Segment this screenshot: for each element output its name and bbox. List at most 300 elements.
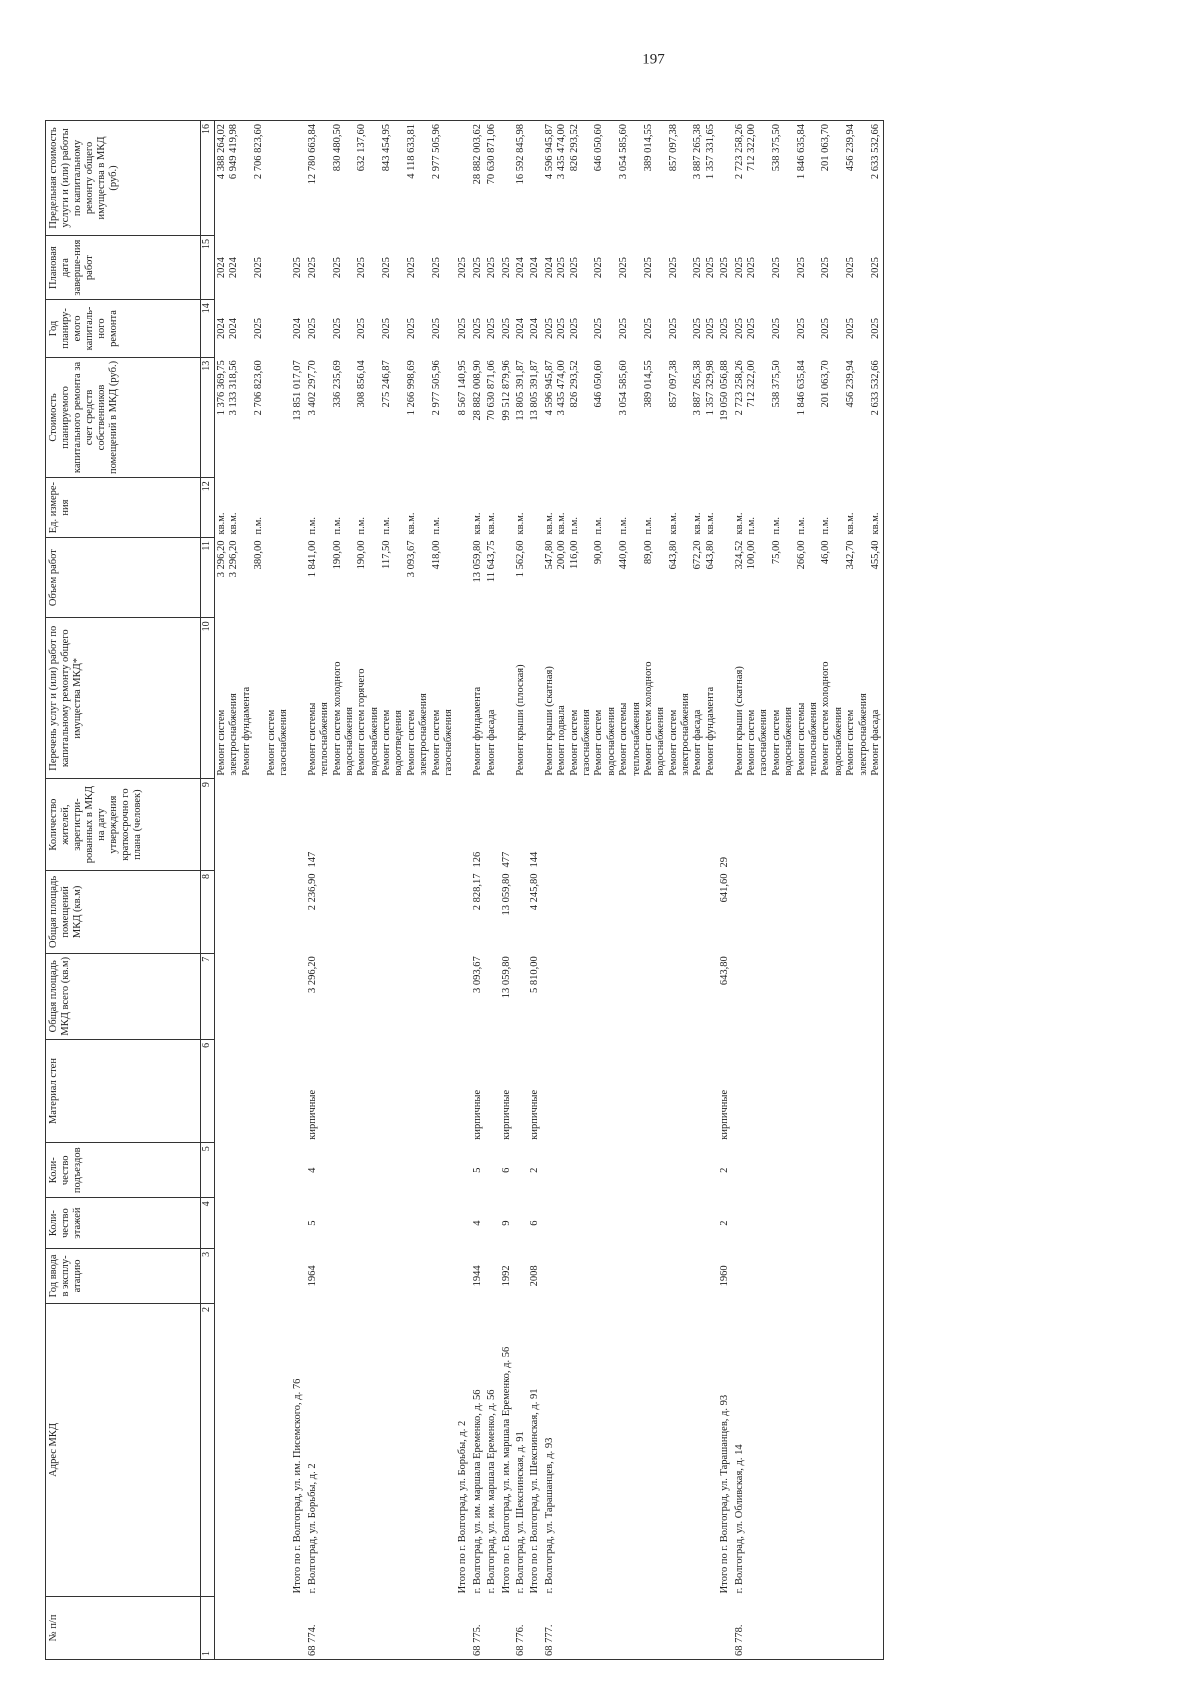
plan-year: 2025	[457, 317, 469, 339]
end-year	[858, 238, 870, 296]
rooms-area	[514, 871, 528, 954]
volume-cell	[471, 537, 485, 617]
cost	[241, 360, 253, 475]
plan-year: 2024	[529, 317, 541, 339]
end-year	[581, 238, 593, 296]
cost: 8 567 140,95	[457, 360, 469, 416]
end-year: 2025	[568, 257, 580, 279]
plan-year	[833, 303, 845, 354]
limit-cost: 826 293,52	[568, 124, 580, 172]
cost: 1 266 998,69	[405, 360, 417, 416]
unit-cell	[306, 478, 457, 538]
limit-cost: 201 063,70	[820, 124, 832, 172]
work-item: электроснабжения	[857, 693, 869, 776]
header-row	[46, 121, 201, 1660]
work-item: Ремонт фасада	[692, 709, 704, 776]
plan-year: 2025	[381, 317, 393, 339]
year-built	[291, 1248, 305, 1303]
unit: кв.м.	[405, 512, 417, 535]
wall-material	[456, 1039, 470, 1142]
total-area	[543, 953, 718, 1039]
end-year: 2025	[704, 257, 716, 279]
volume: 75,00	[770, 540, 782, 565]
row-number	[215, 1596, 292, 1659]
plan-year: 2025	[719, 317, 731, 339]
header-cell-13: Стоимость планируемого капитального ремонта за счет средств собственников помещений в МКД (руб.)	[46, 357, 201, 478]
unit-cell	[528, 478, 542, 538]
rooms-area	[485, 871, 499, 954]
plan-year: 2025	[556, 317, 568, 339]
cost: 3 887 265,38	[692, 360, 704, 416]
year-built	[733, 1248, 884, 1303]
row-number	[718, 1596, 732, 1659]
plan-year: 2025	[356, 317, 368, 339]
cost	[833, 360, 845, 475]
plan-year: 2025	[795, 317, 807, 339]
column-number-9: 9	[201, 779, 215, 871]
end-year	[344, 238, 356, 296]
work-item: водоснабжения	[343, 707, 355, 776]
volume	[418, 540, 430, 614]
total-area	[514, 953, 528, 1039]
address: Итого по г. Волгоград, ул. им. маршала Еременко, д. 56	[500, 1346, 512, 1594]
wall-material	[291, 1039, 305, 1142]
entrances	[543, 1143, 718, 1198]
end-year: 2025	[692, 257, 704, 279]
volume-cell	[528, 537, 542, 617]
work-item: Ремонт систем холодного	[642, 661, 654, 776]
limit-cost-cell	[456, 121, 470, 236]
end-year-cell	[471, 235, 485, 299]
table-row	[291, 121, 305, 1660]
cost	[369, 360, 381, 475]
cost-cell	[215, 357, 292, 478]
table-row	[215, 121, 292, 1660]
unit	[631, 481, 643, 535]
limit-cost: 2 977 505,96	[430, 124, 442, 180]
volume: 324,52	[733, 540, 745, 570]
column-number-3: 3	[201, 1248, 215, 1303]
address: Итого по г. Волгоград, ул. Борьбы, д. 2	[457, 1420, 469, 1594]
work-item: водоснабжения	[605, 707, 617, 776]
unit	[241, 481, 253, 535]
row-number: 68 778.	[733, 1596, 884, 1659]
limit-cost: 4 388 264,02	[216, 124, 227, 180]
header-cell-15: Плановая дата заверше-ния работ	[46, 235, 201, 299]
wall-material	[514, 1039, 528, 1142]
cost-cell	[485, 357, 499, 478]
end-year-cell	[528, 235, 542, 299]
limit-cost: 28 882 003,62	[471, 124, 483, 185]
year-built: 1944	[471, 1265, 483, 1287]
volume: 643,80	[667, 540, 679, 570]
cost: 646 050,60	[593, 360, 605, 408]
work-item: Ремонт систем	[667, 709, 679, 776]
plan-year: 2025	[430, 317, 442, 339]
work-item-cell	[485, 618, 499, 779]
unit-cell	[291, 478, 305, 538]
plan-year-cell	[500, 300, 514, 357]
volume: 3 093,67	[405, 540, 417, 578]
plan-year-cell	[215, 300, 292, 357]
residents	[456, 779, 470, 871]
volume	[344, 540, 356, 614]
work-item: Ремонт систем	[593, 709, 605, 776]
work-item: Ремонт системы	[618, 702, 630, 776]
unit	[418, 481, 430, 535]
volume: 266,00	[795, 540, 807, 570]
header-cell-9: Количество жителей, зарегистри-рованных в МКД на дату утверждения краткосрочно го плана (человек)	[46, 779, 201, 871]
plan-year-cell	[514, 300, 528, 357]
cost: 3 054 585,60	[618, 360, 630, 416]
plan-year: 2025	[845, 317, 857, 339]
cost	[858, 360, 870, 475]
limit-cost	[241, 124, 253, 232]
end-year	[369, 238, 381, 296]
end-year: 2025	[667, 257, 679, 279]
plan-year	[369, 303, 381, 354]
floors	[456, 1198, 470, 1249]
unit: кв.м.	[216, 512, 227, 535]
unit: кв.м.	[667, 512, 679, 535]
end-year: 2025	[869, 257, 881, 279]
header-cell-8: Общая площадь помещений МКД (кв.м)	[46, 871, 201, 954]
address	[215, 1303, 292, 1596]
unit: п.м.	[795, 516, 807, 535]
unit	[783, 481, 795, 535]
work-item: Ремонт системы	[306, 702, 318, 776]
volume: 1 841,00	[306, 540, 318, 578]
volume: 89,00	[642, 540, 654, 565]
plan-year-cell	[306, 300, 457, 357]
end-year-cell	[306, 235, 457, 299]
plan-year-cell	[718, 300, 732, 357]
floors	[215, 1198, 292, 1249]
unit: п.м.	[746, 516, 758, 535]
cost: 1 376 369,75	[216, 360, 227, 416]
work-item-cell	[733, 618, 884, 779]
work-item: Ремонт систем	[405, 709, 417, 776]
unit	[393, 481, 405, 535]
unit	[680, 481, 692, 535]
plan-year: 2025	[770, 317, 782, 339]
plan-year: 2024	[292, 317, 304, 339]
end-year	[680, 238, 692, 296]
volume	[655, 540, 667, 614]
limit-cost: 70 630 871,06	[486, 124, 498, 185]
limit-cost	[319, 124, 331, 232]
cost	[758, 360, 770, 475]
entrances: 2	[529, 1167, 541, 1173]
unit: кв.м.	[228, 512, 240, 535]
residents: 29	[719, 857, 731, 868]
total-area: 5 810,00	[529, 956, 541, 993]
work-item: Ремонт систем холодного	[820, 661, 832, 776]
unit	[758, 481, 770, 535]
work-item: Ремонт систем	[746, 709, 758, 776]
end-year	[606, 238, 618, 296]
work-item-cell	[456, 618, 470, 779]
work-item: Ремонт систем	[845, 709, 857, 776]
column-number-8: 8	[201, 871, 215, 954]
limit-cost: 843 454,95	[381, 124, 393, 172]
cost-cell	[733, 357, 884, 478]
address: г. Волгоград, ул. им. маршала Еременко, д. 56	[471, 1389, 483, 1594]
table-row	[733, 121, 884, 1660]
residents	[485, 779, 499, 871]
limit-cost: 456 239,94	[845, 124, 857, 172]
work-item-cell	[291, 618, 305, 779]
address: Итого по г. Волгоград, ул. Шекснинская, д. 91	[529, 1388, 541, 1594]
work-item: газоснабжения	[580, 709, 592, 776]
wall-material: кирпичные	[471, 1089, 483, 1140]
work-item: электроснабжения	[228, 693, 240, 776]
total-area: 3 093,67	[471, 956, 483, 993]
unit: кв.м.	[869, 512, 881, 535]
end-year: 2025	[820, 257, 832, 279]
limit-cost: 389 014,55	[642, 124, 654, 172]
cost: 13 851 017,07	[292, 360, 304, 421]
limit-cost: 2 723 258,26	[733, 124, 745, 180]
plan-year: 2025	[820, 317, 832, 339]
volume-cell	[733, 537, 884, 617]
limit-cost	[808, 124, 820, 232]
address: г. Волгоград, ул. Обливская, д. 14	[733, 1303, 884, 1596]
plan-year: 2024	[228, 317, 240, 339]
limit-cost	[344, 124, 356, 232]
residents	[291, 779, 305, 871]
plan-year: 2025	[704, 317, 716, 339]
row-number	[485, 1596, 499, 1659]
work-item: Ремонт фундамента	[704, 686, 716, 776]
end-year	[783, 238, 795, 296]
work-item: Ремонт крыши (скатная)	[543, 666, 555, 776]
limit-cost	[858, 124, 870, 232]
total-area	[291, 953, 305, 1039]
plan-year-cell	[456, 300, 470, 357]
row-number: 68 774.	[306, 1596, 457, 1659]
cost: 99 512 879,96	[500, 360, 512, 421]
cost: 4 596 945,87	[543, 360, 555, 416]
end-year: 2025	[746, 257, 758, 279]
total-area	[485, 953, 499, 1039]
column-number-11: 11	[201, 537, 215, 617]
address: Итого по г. Волгоград, ул. Тарашанцев, д. 93	[719, 1394, 731, 1594]
plan-year-cell	[485, 300, 499, 357]
end-year: 2025	[253, 257, 265, 279]
floors	[291, 1198, 305, 1249]
end-year	[631, 238, 643, 296]
end-year: 2025	[430, 257, 442, 279]
unit	[858, 481, 870, 535]
volume: 46,00	[820, 540, 832, 565]
limit-cost: 12 780 663,84	[306, 124, 318, 185]
work-item-cell	[500, 618, 514, 779]
unit: п.м.	[356, 516, 368, 535]
header-cell-2: Адрес МКД	[46, 1303, 201, 1596]
limit-cost: 857 097,38	[667, 124, 679, 172]
volume: 455,40	[869, 540, 881, 570]
column-number-1: 1	[201, 1596, 215, 1659]
unit: п.м.	[331, 516, 343, 535]
work-item-cell	[306, 618, 457, 779]
limit-cost: 4 118 633,81	[405, 124, 417, 179]
residents: 477	[500, 851, 512, 868]
unit: кв.м.	[486, 512, 498, 535]
unit: п.м.	[593, 516, 605, 535]
cost: 857 097,38	[667, 360, 679, 408]
limit-cost	[369, 124, 381, 232]
cost: 2 706 823,60	[253, 360, 265, 416]
total-area: 13 059,80	[500, 956, 512, 999]
cost: 201 063,70	[820, 360, 832, 408]
end-year: 2025	[500, 257, 512, 279]
table-row	[543, 121, 718, 1660]
cost: 308 856,04	[356, 360, 368, 408]
limit-cost	[581, 124, 593, 232]
unit	[808, 481, 820, 535]
address: г. Волгоград, ул. им. маршала Еременко, д. 56	[486, 1389, 498, 1594]
volume: 1 562,60	[514, 540, 526, 578]
row-number: 68 775.	[471, 1596, 485, 1659]
end-year-cell	[485, 235, 499, 299]
cost	[418, 360, 430, 475]
plan-year: 2025	[869, 317, 881, 339]
plan-year: 2025	[486, 317, 498, 339]
work-item: электроснабжения	[680, 693, 692, 776]
work-item: Ремонт систем	[568, 709, 580, 776]
end-year	[393, 238, 405, 296]
plan-year: 2025	[733, 317, 745, 339]
plan-year	[581, 303, 593, 354]
year-built: 1964	[306, 1265, 318, 1287]
volume: 190,00	[356, 540, 368, 570]
residents: 147	[306, 851, 318, 868]
unit	[581, 481, 593, 535]
plan-year	[783, 303, 795, 354]
work-item-cell	[471, 618, 485, 779]
work-item: Ремонт фундамента	[240, 686, 252, 776]
cost: 3 133 318,56	[228, 360, 240, 416]
header-cell-14: Год планиру-емого капиталь-ного ремонта	[46, 300, 201, 357]
address: г. Волгоград, ул. Борьбы, д. 2	[306, 1463, 318, 1594]
volume	[808, 540, 820, 614]
cost: 19 050 056,88	[719, 360, 731, 421]
end-year: 2025	[556, 257, 568, 279]
table-row	[471, 121, 485, 1660]
end-year-cell	[215, 235, 292, 299]
plan-year	[606, 303, 618, 354]
work-item: Ремонт систем горячего	[356, 668, 368, 776]
cost: 2 723 258,26	[733, 360, 745, 416]
plan-year: 2025	[500, 317, 512, 339]
row-number: 68 776.	[514, 1596, 528, 1659]
volume: 342,70	[845, 540, 857, 570]
plan-year: 2025	[253, 317, 265, 339]
end-year	[319, 238, 331, 296]
end-year: 2025	[642, 257, 654, 279]
table-row	[456, 121, 470, 1660]
unit: п.м.	[253, 516, 265, 535]
limit-cost: 3 054 585,60	[618, 124, 630, 180]
end-year	[241, 238, 253, 296]
header-cell-10: Перечень услуг и (или) работ по капитальному ремонту общего имущества МКД*	[46, 618, 201, 779]
cost: 1 357 329,98	[704, 360, 716, 416]
cost: 1 846 635,84	[795, 360, 807, 416]
floors: 4	[471, 1220, 483, 1226]
residents: 144	[529, 851, 541, 868]
rooms-area: 2 828,17	[471, 873, 483, 911]
cost: 538 375,50	[770, 360, 782, 408]
rooms-area	[215, 871, 292, 954]
volume: 440,00	[618, 540, 630, 570]
cost	[581, 360, 593, 475]
floors: 5	[306, 1220, 318, 1226]
volume	[833, 540, 845, 614]
volume	[369, 540, 381, 614]
limit-cost-cell	[718, 121, 732, 236]
volume-cell	[291, 537, 305, 617]
unit: кв.м.	[704, 512, 716, 535]
volume	[581, 540, 593, 614]
volume: 117,50	[381, 540, 393, 569]
end-year: 2025	[306, 257, 318, 279]
end-year: 2024	[543, 257, 555, 279]
work-item: водоснабжения	[655, 707, 667, 776]
cost: 389 014,55	[642, 360, 654, 408]
work-item: Ремонт фасада	[486, 709, 498, 776]
wall-material	[485, 1039, 499, 1142]
column-number-6: 6	[201, 1039, 215, 1142]
column-number-5: 5	[201, 1143, 215, 1198]
volume-cell	[514, 537, 528, 617]
work-item: водоснабжения	[783, 707, 795, 776]
limit-cost: 2 706 823,60	[253, 124, 265, 180]
cost-cell	[471, 357, 485, 478]
column-number-14: 14	[201, 300, 215, 357]
end-year: 2024	[228, 257, 240, 279]
limit-cost-cell	[485, 121, 499, 236]
plan-year	[344, 303, 356, 354]
cost: 3 435 474,00	[556, 360, 568, 416]
cost-cell	[291, 357, 305, 478]
entrances	[456, 1143, 470, 1198]
plan-year-cell	[471, 300, 485, 357]
limit-cost: 6 949 419,98	[228, 124, 240, 180]
residents: 126	[471, 851, 483, 868]
volume: 643,80	[704, 540, 716, 570]
address: г. Волгоград, ул. Шекснинская, д. 91	[514, 1431, 526, 1594]
volume	[319, 540, 331, 614]
cost	[631, 360, 643, 475]
volume: 100,00	[746, 540, 758, 570]
header-cell-5: Коли-чество подъездов	[46, 1143, 201, 1198]
work-item-cell	[215, 618, 292, 779]
residents	[543, 779, 718, 871]
volume: 11 643,75	[486, 540, 498, 583]
work-item: Ремонт крыши (плоская)	[514, 664, 526, 776]
cost	[606, 360, 618, 475]
limit-cost-cell	[514, 121, 528, 236]
entrances: 6	[500, 1167, 512, 1173]
volume-cell	[456, 537, 470, 617]
year-built: 1960	[719, 1265, 731, 1287]
table-body	[215, 121, 884, 1660]
plan-year: 2025	[471, 317, 483, 339]
floors: 6	[529, 1220, 541, 1226]
cost-cell	[543, 357, 718, 478]
volume-cell	[215, 537, 292, 617]
